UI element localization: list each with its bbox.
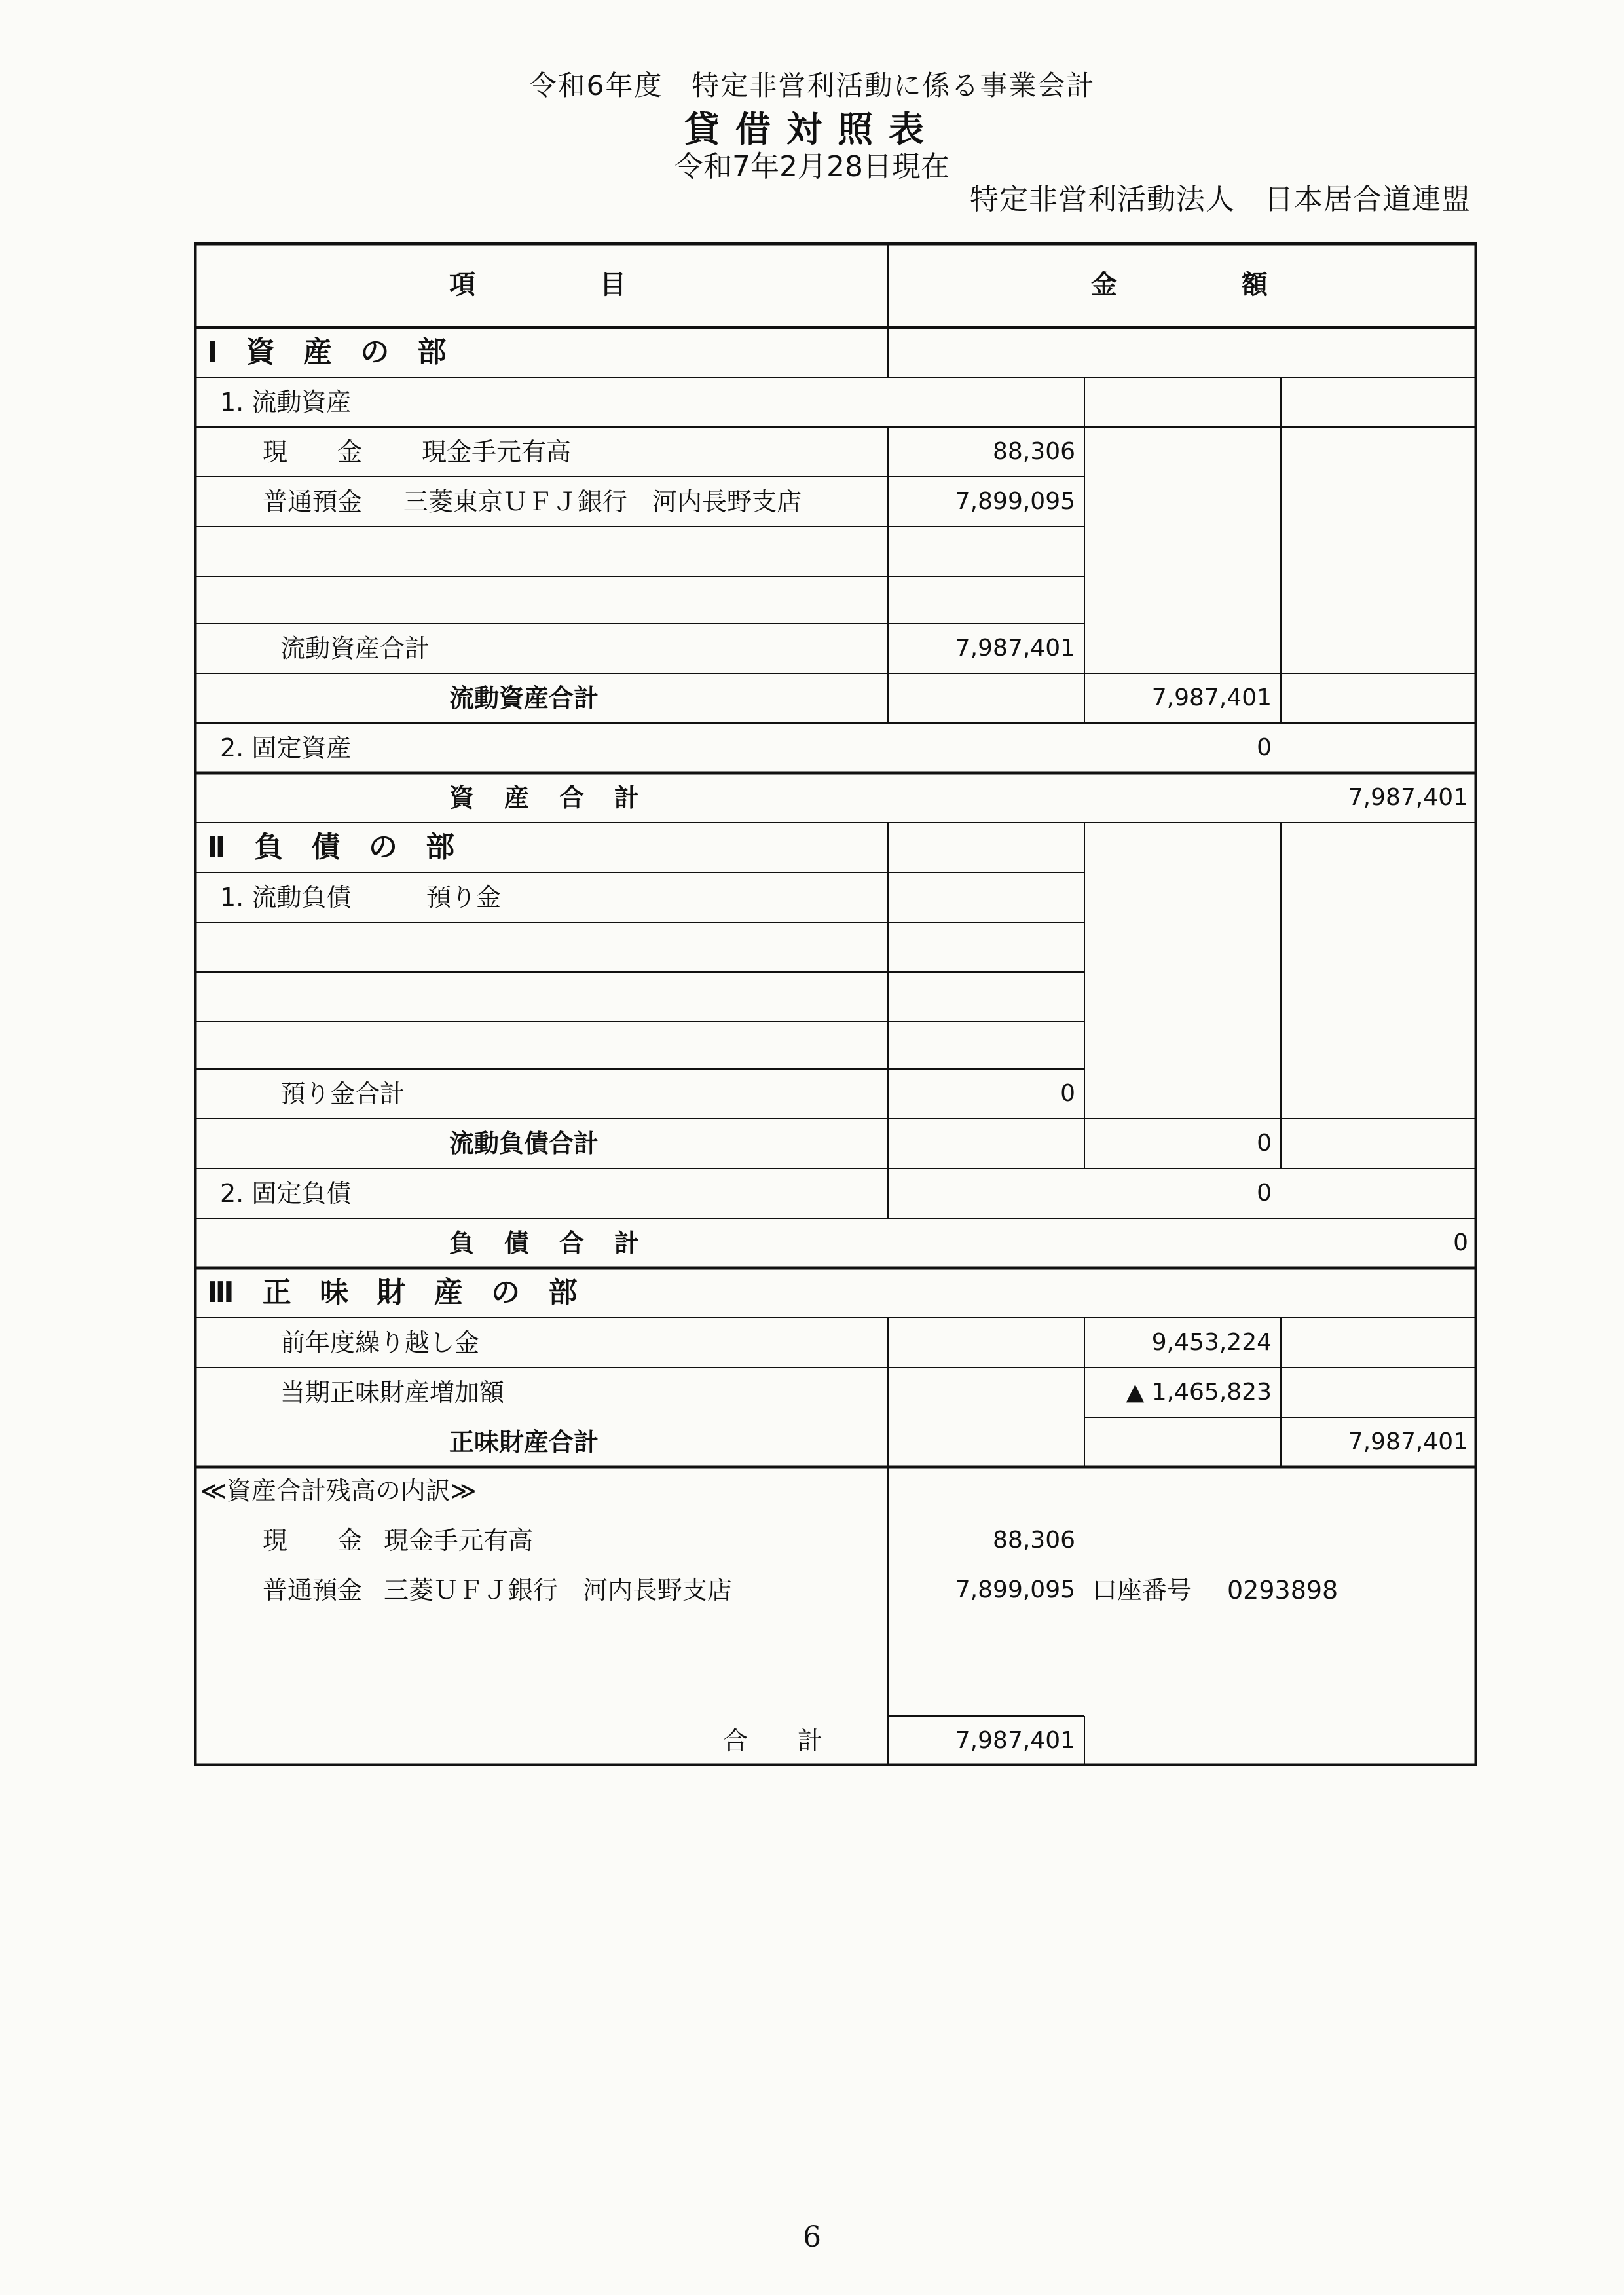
table-row — [194, 624, 1477, 673]
table-row — [194, 1168, 1477, 1218]
table-row — [194, 1368, 1477, 1417]
table-row — [194, 773, 1477, 823]
header-amount-char1: 金 — [1091, 270, 1117, 300]
fixed-assets-label: 2. 固定資産 — [220, 734, 352, 762]
table-row — [194, 477, 1477, 527]
table-row — [194, 1218, 1477, 1268]
breakdown-sum-label: 合 計 — [723, 1726, 823, 1755]
liabilities-total-label: 負 債 合 計 — [449, 1229, 642, 1258]
deposits-received-subtotal-value: 0 — [1060, 1080, 1075, 1107]
net-assets-total-value: 7,987,401 — [1348, 1428, 1468, 1455]
table-row — [194, 1318, 1477, 1368]
net-assets-total-label: 正味財産合計 — [449, 1428, 599, 1457]
net-assets-change-label: 当期正味財産増加額 — [280, 1378, 505, 1407]
section-heading-net-assets: Ⅲ 正 味 財 産 の 部 — [207, 1276, 587, 1309]
current-assets-label: 1. 流動資産 — [220, 388, 352, 417]
balance-sheet-table — [194, 242, 1477, 1766]
breakdown-deposit-detail: 三菱ＵＦＪ銀行 河内長野支店 — [384, 1576, 733, 1605]
table-row — [194, 377, 1477, 427]
prior-year-carryover-label: 前年度繰り越し金 — [280, 1328, 480, 1357]
deposit-detail: 三菱東京ＵＦＪ銀行 河内長野支店 — [403, 487, 802, 516]
section-heading-assets: Ⅰ 資 産 の 部 — [207, 335, 456, 369]
current-assets-subtotal-value: 7,987,401 — [955, 635, 1075, 662]
table-row — [194, 823, 1477, 872]
table-row — [194, 1565, 1477, 1615]
table-row — [194, 723, 1477, 773]
breakdown-deposit-value: 7,899,095 — [955, 1577, 1075, 1603]
table-row — [194, 327, 1477, 377]
cash-value: 88,306 — [993, 438, 1075, 465]
current-assets-total-value: 7,987,401 — [1151, 684, 1272, 711]
current-liabilities-label: 1. 流動負債 — [220, 883, 352, 912]
table-row — [194, 872, 1477, 922]
table-row — [194, 427, 1477, 477]
report-heading: 令和6年度 特定非営利活動に係る事業会計 — [528, 69, 1096, 102]
deposit-value: 7,899,095 — [955, 488, 1075, 515]
table-row — [194, 1466, 1477, 1516]
cash-item: 現 金 — [263, 438, 363, 466]
table-row — [194, 1119, 1477, 1168]
net-assets-change-value: ▲ 1,465,823 — [1126, 1379, 1272, 1406]
breakdown-cash-value: 88,306 — [993, 1527, 1075, 1554]
header-item-char2: 目 — [600, 270, 626, 300]
liabilities-total-value: 0 — [1453, 1229, 1468, 1256]
breakdown-title: ≪資産合計残高の内訳≫ — [200, 1476, 477, 1505]
table-row — [194, 1268, 1477, 1318]
table-row — [194, 1716, 1477, 1766]
table-row — [194, 1516, 1477, 1565]
fixed-liabilities-value: 0 — [1257, 1180, 1272, 1206]
page-number: 6 — [803, 2220, 821, 2254]
header-amount-char2: 額 — [1242, 270, 1268, 300]
table-row — [194, 1069, 1477, 1119]
current-liabilities-detail: 預り金 — [426, 883, 502, 912]
table-row — [194, 673, 1477, 723]
fixed-liabilities-label: 2. 固定負債 — [220, 1179, 352, 1208]
report-title: 貸借対照表 — [684, 109, 940, 150]
prior-year-carryover-value: 9,453,224 — [1151, 1329, 1272, 1356]
current-liabilities-total-value: 0 — [1257, 1130, 1272, 1157]
header-item-char1: 項 — [449, 270, 475, 300]
assets-total-label: 資 産 合 計 — [449, 783, 642, 812]
breakdown-deposit-item: 普通預金 — [263, 1576, 363, 1605]
assets-total-value: 7,987,401 — [1348, 784, 1468, 811]
breakdown-cash-item: 現 金 — [263, 1526, 363, 1555]
cash-detail: 現金手元有高 — [422, 438, 572, 466]
current-liabilities-total-label: 流動負債合計 — [449, 1129, 599, 1158]
report-date: 令和7年2月28日現在 — [674, 150, 950, 183]
section-heading-liabilities: Ⅱ 負 債 の 部 — [207, 830, 464, 864]
organization-name: 特定非営利活動法人 日本居合道連盟 — [970, 183, 1471, 216]
account-number-value: 0293898 — [1227, 1576, 1338, 1605]
fixed-assets-value: 0 — [1257, 734, 1272, 761]
breakdown-cash-detail: 現金手元有高 — [384, 1526, 534, 1555]
current-assets-subtotal-label: 流動資産合計 — [280, 634, 430, 663]
table-row — [194, 1417, 1477, 1467]
deposits-received-subtotal-label: 預り金合計 — [280, 1079, 405, 1108]
current-assets-total-label: 流動資産合計 — [449, 684, 599, 713]
account-number-label: 口座番号 — [1092, 1576, 1192, 1605]
table-header-row — [194, 260, 1477, 310]
deposit-item: 普通預金 — [263, 487, 363, 516]
breakdown-sum-value: 7,987,401 — [955, 1727, 1075, 1754]
